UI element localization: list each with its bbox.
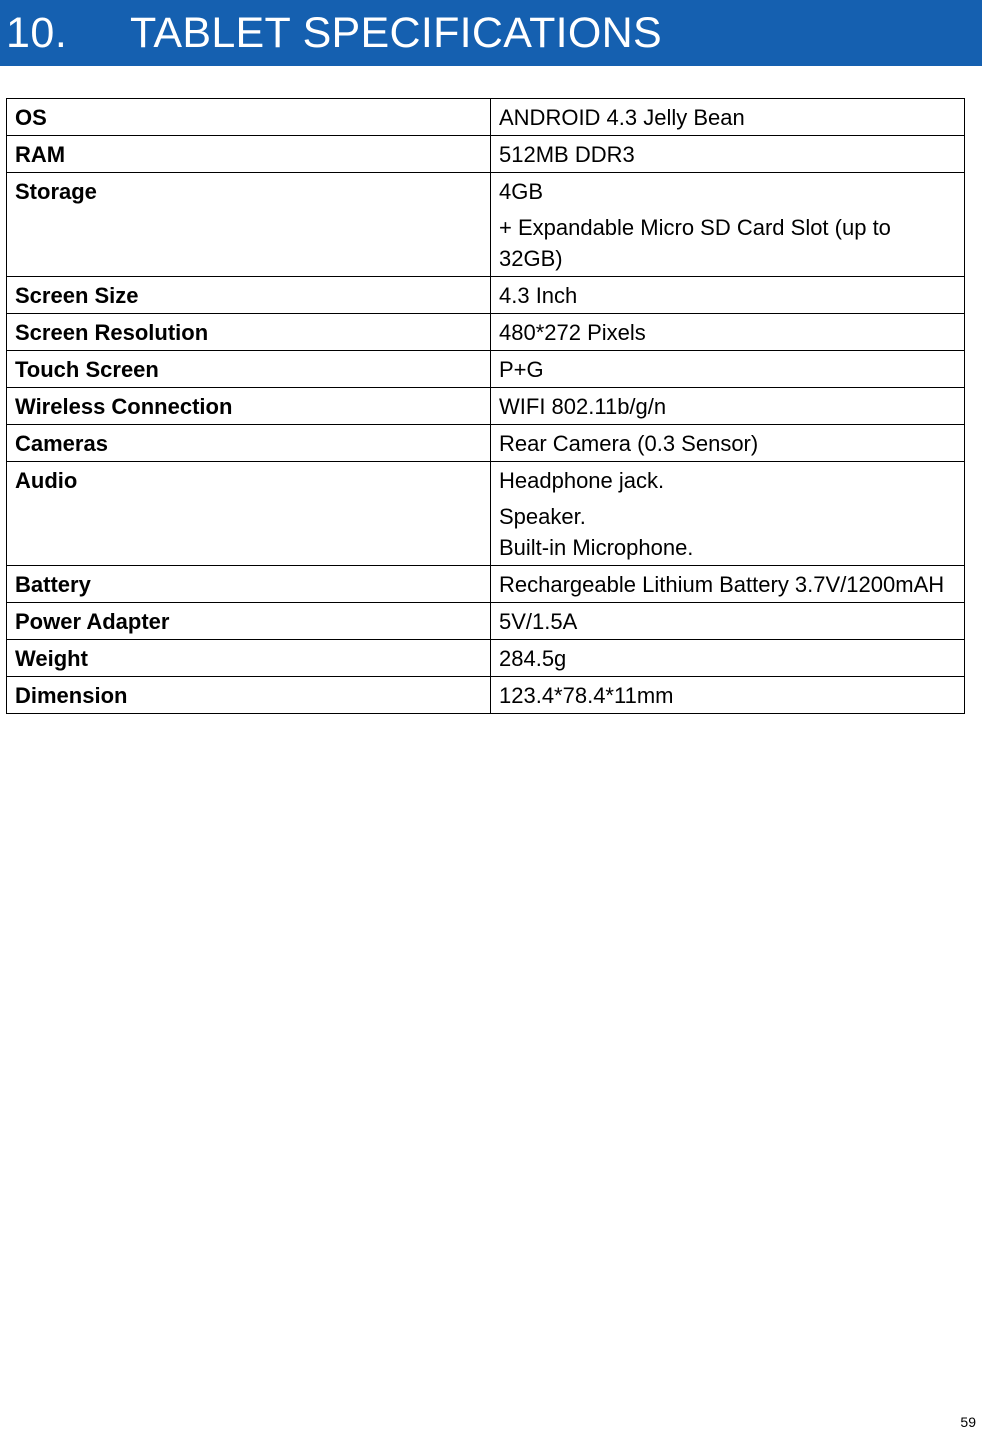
table-row bbox=[7, 314, 965, 351]
table-row bbox=[7, 677, 965, 714]
spec-value-line: Headphone jack. bbox=[499, 468, 665, 493]
spec-value bbox=[491, 566, 965, 603]
page-number: 59 bbox=[960, 1414, 976, 1430]
table-row bbox=[7, 566, 965, 603]
spec-value-line: + Expandable Micro SD Card Slot (up to 32GB) bbox=[499, 215, 891, 271]
spec-label: Storage bbox=[7, 173, 491, 277]
spec-value-line: 5V/1.5A bbox=[499, 609, 578, 634]
spec-value bbox=[491, 277, 965, 314]
spec-label: Battery bbox=[7, 566, 491, 603]
spec-value-line: 512MB DDR3 bbox=[499, 142, 635, 167]
spec-label: Wireless Connection bbox=[7, 388, 491, 425]
spec-value-line: 284.5g bbox=[499, 646, 567, 671]
table-row bbox=[7, 425, 965, 462]
spec-value-line: 4.3 Inch bbox=[499, 283, 578, 308]
spec-label: OS bbox=[7, 99, 491, 136]
spec-label: RAM bbox=[7, 136, 491, 173]
section-header bbox=[0, 0, 982, 66]
spec-value bbox=[491, 603, 965, 640]
spec-label: Screen Size bbox=[7, 277, 491, 314]
spec-value-line: 123.4*78.4*11mm bbox=[499, 683, 674, 708]
spec-label: Audio bbox=[7, 462, 491, 566]
spec-value-line: P+G bbox=[499, 357, 544, 382]
table-row bbox=[7, 277, 965, 314]
section-number: 10. bbox=[6, 9, 68, 57]
table-row bbox=[7, 99, 965, 136]
table-row bbox=[7, 351, 965, 388]
spec-value bbox=[491, 677, 965, 714]
spec-value bbox=[491, 136, 965, 173]
spec-value-line: Built-in Microphone. bbox=[499, 535, 694, 560]
table-row bbox=[7, 173, 965, 277]
spec-value bbox=[491, 351, 965, 388]
spec-value-line: Rechargeable Lithium Battery 3.7V/1200mAH bbox=[499, 572, 945, 597]
spec-value-line: ANDROID 4.3 Jelly Bean bbox=[499, 105, 745, 130]
table-row bbox=[7, 603, 965, 640]
spec-label: Touch Screen bbox=[7, 351, 491, 388]
spec-label: Screen Resolution bbox=[7, 314, 491, 351]
spec-value bbox=[491, 99, 965, 136]
table-row bbox=[7, 388, 965, 425]
spec-label: Cameras bbox=[7, 425, 491, 462]
spec-value bbox=[491, 462, 965, 566]
specifications-table bbox=[6, 98, 965, 714]
spec-value bbox=[491, 173, 965, 277]
spec-label: Weight bbox=[7, 640, 491, 677]
spec-value bbox=[491, 388, 965, 425]
spec-value bbox=[491, 425, 965, 462]
spec-label: Dimension bbox=[7, 677, 491, 714]
spec-value bbox=[491, 640, 965, 677]
table-row bbox=[7, 462, 965, 566]
spec-value-line: WIFI 802.11b/g/n bbox=[499, 394, 667, 419]
spec-value-line: Speaker. bbox=[499, 504, 586, 529]
spec-value-line: 4GB bbox=[499, 179, 544, 204]
table-row bbox=[7, 136, 965, 173]
spec-label: Power Adapter bbox=[7, 603, 491, 640]
table-row bbox=[7, 640, 965, 677]
section-title: TABLET SPECIFICATIONS bbox=[130, 9, 662, 57]
spec-value bbox=[491, 314, 965, 351]
spec-value-line: Rear Camera (0.3 Sensor) bbox=[499, 431, 759, 456]
spec-value-line: 480*272 Pixels bbox=[499, 320, 646, 345]
